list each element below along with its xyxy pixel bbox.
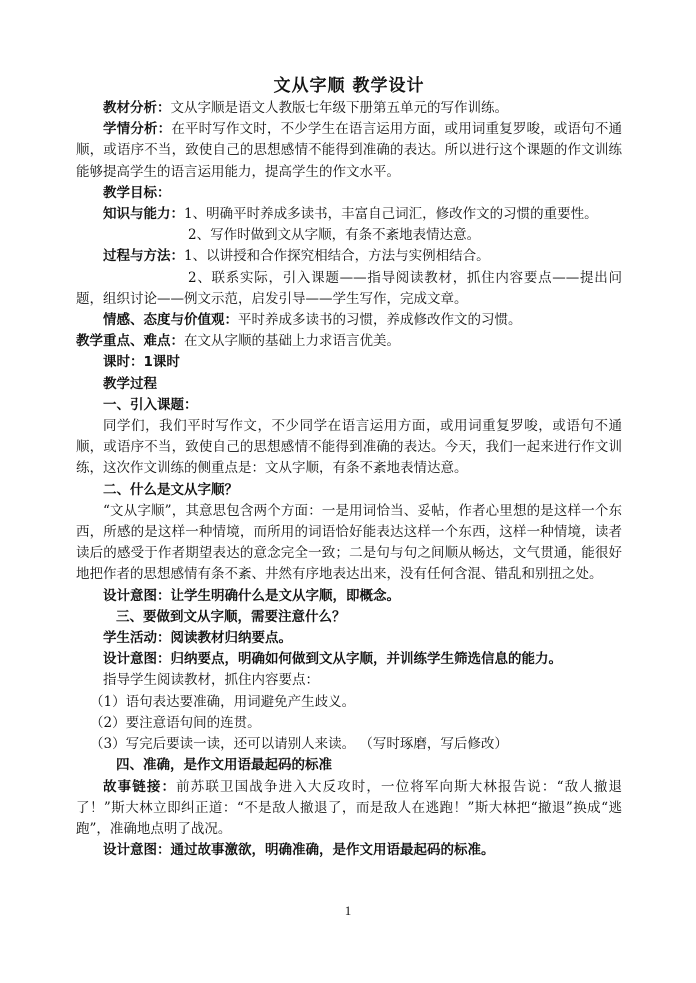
process-item-2: 2、联系实际，引入课题——指导阅读教材，抓住内容要点——提出问题，组织讨论——例文示范，启发引导——学生写作，完成文章。 (76, 269, 622, 307)
section-4-heading: 四、准确，是作文用语最起码的标准 (116, 757, 332, 774)
key-label: 教学重点、难点： (76, 333, 184, 350)
section-3-intent: 设计意图：归纳要点，明确如何做到文从字顺，并训练学生筛选信息的能力。 (103, 651, 562, 668)
process-heading: 教学过程 (103, 375, 157, 392)
process-label: 过程与方法： (103, 248, 184, 265)
section-3-activity: 学生活动：阅读教材归纳要点。 (103, 630, 292, 647)
page-number: 1 (344, 903, 352, 918)
emotion-label: 情感、态度与价值观： (103, 312, 238, 329)
section-4-intent: 设计意图：通过故事激欲，明确准确，是作文用语最起码的标准。 (103, 842, 495, 859)
section-3-guide: 指导学生阅读教材，抓住内容要点： (103, 672, 319, 689)
section-2-intent: 设计意图：让学生明确什么是文从字顺，即概念。 (103, 587, 400, 604)
goals-heading: 教学目标： (103, 184, 171, 201)
knowledge-label: 知识与能力： (103, 206, 184, 223)
knowledge-item-2: 2、写作时做到文从字顺，有条不紊地表情达意。 (188, 227, 481, 244)
emotion-goal (76, 310, 622, 331)
material-text: 文从字顺是语文人教版七年级下册第五单元的写作训练。 (170, 100, 508, 116)
section-1-heading: 一、引入课题： (103, 396, 198, 413)
knowledge-text-1: 1、明确平时养成多读书，丰富自己词汇，修改作文的习惯的重要性。 (184, 206, 598, 223)
story-text: 前苏联卫国战争进入大反攻时，一位将军向斯大林报告说：“敌人撤退了！”斯大林立即纠正道：“不是敌人撤退了，而是敌人在逃跑！”斯大林把“撤退”换成“逃跑”，准确地点明了战况。 (76, 778, 622, 837)
process-text-1: 1、以讲授和合作探究相结合，方法与实例相结合。 (184, 248, 490, 265)
material-label: 教材分析： (103, 100, 171, 116)
key-text: 在文从字顺的基础上力求语言优美。 (184, 333, 400, 350)
section-4-story (76, 777, 622, 841)
list-item: （2）要注意语句间的连贯。 (90, 714, 261, 731)
story-label: 故事链接： (103, 778, 177, 795)
document-page (76, 74, 622, 861)
student-text: 在平时写作文时，不少学生在语言运用方面，或用词重复罗唆，或语句不通顺，或语序不当，致使自己的思想感情不能得到准确的表达。所以进行这个课题的作文训练能够提高学生的语言运用能力，提高学生的作文水平。 (76, 121, 623, 180)
section-2-text: “文从字顺”，其意思包含两个方面：一是用词恰当、妥帖，作者心里想的是这样一个东西，所感的是这样一种情境，而所用的词语恰好能表达这样一个东西，这样一种情境，读者读后的感受于作者期望表达的意念完全一致；二是句与句之间顺从畅达，文气贯通，能很好地把作者的思想感情有条不紊、井然有序地表达出来，没有任何含混、错乱和别扭之处。 (76, 502, 622, 583)
section-1-text: 同学们，我们平时写作文，不少同学在语言运用方面，或用词重复罗唆，或语句不通顺，或语序不当，致使自己的思想感情不能得到准确的表达。今天，我们一起来进行作文训练，这次作文训练的侧重点是：文从字顺，有条不紊地表情达意。 (76, 418, 622, 477)
page-title: 文从字顺 教学设计 (273, 76, 425, 96)
list-item: （1）语句表达要准确，用词避免产生歧义。 (90, 693, 356, 710)
list-item: （3）写完后要读一读，还可以请别人来读。 （写时琢磨，写后修改） (90, 736, 508, 753)
knowledge-item-1 (76, 204, 622, 225)
student-label: 学情分析： (103, 121, 172, 138)
student-analysis (76, 119, 622, 183)
class-hours: 课时：1课时 (103, 354, 180, 371)
material-analysis (76, 98, 622, 119)
process-item-1 (76, 246, 622, 267)
key-points (76, 331, 622, 352)
section-2-heading: 二、什么是文从字顺？ (103, 481, 238, 498)
emotion-text: 平时养成多读书的习惯，养成修改作文的习惯。 (238, 312, 522, 329)
section-3-heading: 三、要做到文从字顺，需要注意什么？ (116, 608, 346, 625)
